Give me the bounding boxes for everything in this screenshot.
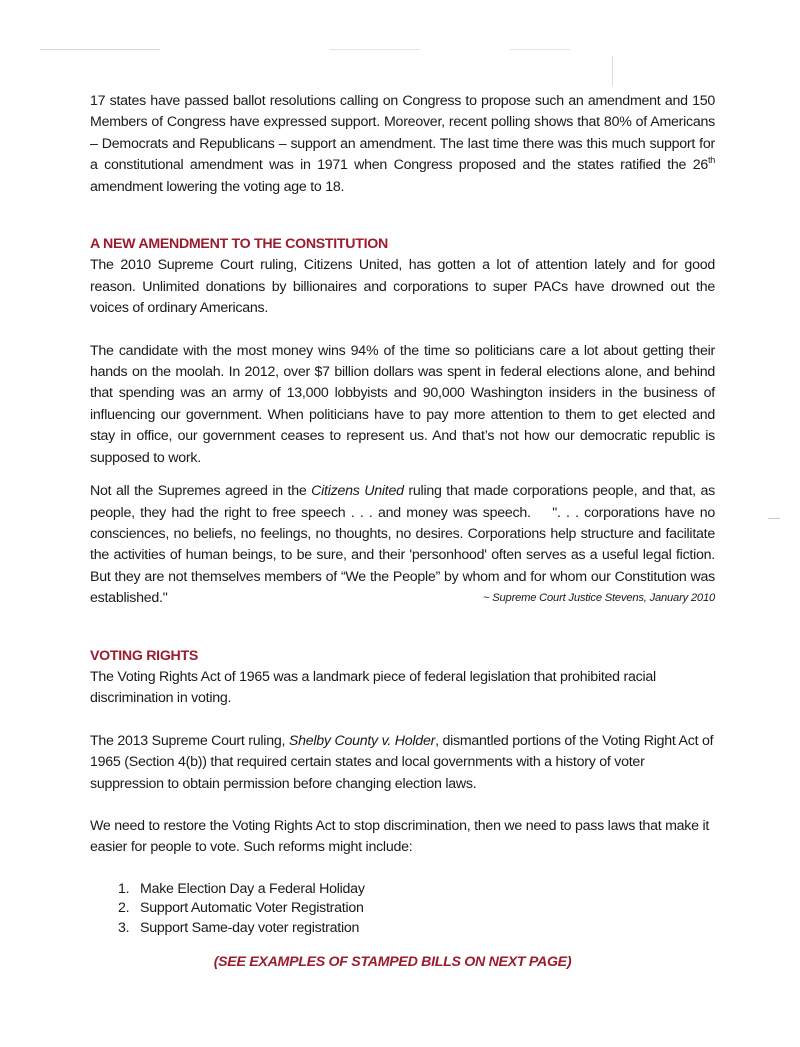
list-text: Support Same-day voter registration	[140, 919, 360, 936]
ordinal-superscript: th	[707, 155, 715, 166]
list-number: 1.	[118, 880, 130, 897]
scan-artifact-line	[510, 49, 570, 50]
case-name-citizens-united: Citizens United	[311, 483, 404, 500]
scan-artifact-line	[768, 518, 780, 519]
intro-text: 17 states have passed ballot resolutions calling on Congress to propose such an amendment and 150 Members of Congress have expressed support. Moreover, recent polling shows that 80% of Americans – Democrats and Republicans – support an amendment. The last time there was this much support for a constitutional amendment was in 1971 when Congress proposed and the states ratified the 26	[90, 93, 715, 174]
amendment-paragraph-1: The 2010 Supreme Court ruling, Citizens United, has gotten a lot of attention lately and for good reason. Unlimited donations by billionaires and corporations to super PACs have drowned out the voices of ordinary Americans.	[90, 257, 715, 317]
list-number: 2.	[118, 900, 130, 917]
list-item	[118, 880, 715, 900]
amendment-paragraph-3	[90, 481, 715, 609]
paragraph-3-start: Not all the Supremes agreed in the	[90, 483, 312, 500]
case-name-shelby-county: Shelby County v. Holder	[288, 732, 436, 749]
paragraph-2-start: The 2013 Supreme Court ruling,	[90, 732, 289, 749]
voting-paragraph-1: The Voting Rights Act of 1965 was a landmark piece of federal legislation that prohibited racial discrimination in voting.	[90, 668, 656, 707]
paragraph-3-rest: ruling that made corporations people, and that, as people, they had the right to free speech . . . and money was speech. ". . . corporations have no consciences, no beliefs, no feelings, no thoughts, no desires. Corporations help structure and facilitate the activities of human beings, to be sure, and their 'personhood' often serves as a useful legal fiction. But they are not themselves members of “We the People” by whom and for whom our Constitution was established."	[90, 483, 715, 607]
list-number: 3.	[118, 919, 130, 936]
document-page	[90, 91, 715, 974]
reforms-list	[90, 880, 715, 939]
list-item	[118, 919, 715, 939]
scan-artifact-line	[40, 49, 160, 50]
paragraph-2-rest: , dismantled portions of the Voting Right Act of 1965 (Section 4(b)) that required certain states and local governments with a history of voter suppression to obtain permission before changing election laws.	[90, 732, 714, 792]
section-heading-amendment: A NEW AMENDMENT TO THE CONSTITUTION	[90, 236, 388, 253]
intro-paragraph	[90, 91, 715, 198]
list-text: Make Election Day a Federal Holiday	[140, 880, 365, 897]
section-heading-voting-rights: VOTING RIGHTS	[90, 647, 199, 664]
voting-paragraph-3: We need to restore the Voting Rights Act to stop discrimination, then we need to pass laws that make it easier for people to vote. Such reforms might include:	[90, 817, 710, 856]
intro-text-end: amendment lowering the voting age to 18.	[90, 178, 345, 195]
scan-artifact-tick	[612, 56, 613, 86]
list-item	[118, 899, 715, 919]
voting-paragraph-2	[90, 731, 715, 795]
quote-attribution: ~ Supreme Court Justice Stevens, January 2010	[483, 592, 715, 605]
list-text: Support Automatic Voter Registration	[140, 900, 364, 917]
scan-artifact-line	[330, 49, 420, 50]
amendment-paragraph-2: The candidate with the most money wins 94% of the time so politicians care a lot about getting their hands on the moolah. In 2012, over $7 billion dollars was spent in federal elections alone, and behind that spending was an army of 13,000 lobbyists and 90,000 Washington insiders in the business of influencing our government. When politicians have to pay more attention to them to get elected and stay in office, our government ceases to represent us. And that’s not how our democratic republic is supposed to work.	[90, 342, 715, 466]
see-next-page-note: (SEE EXAMPLES OF STAMPED BILLS ON NEXT PAGE)	[213, 954, 572, 971]
